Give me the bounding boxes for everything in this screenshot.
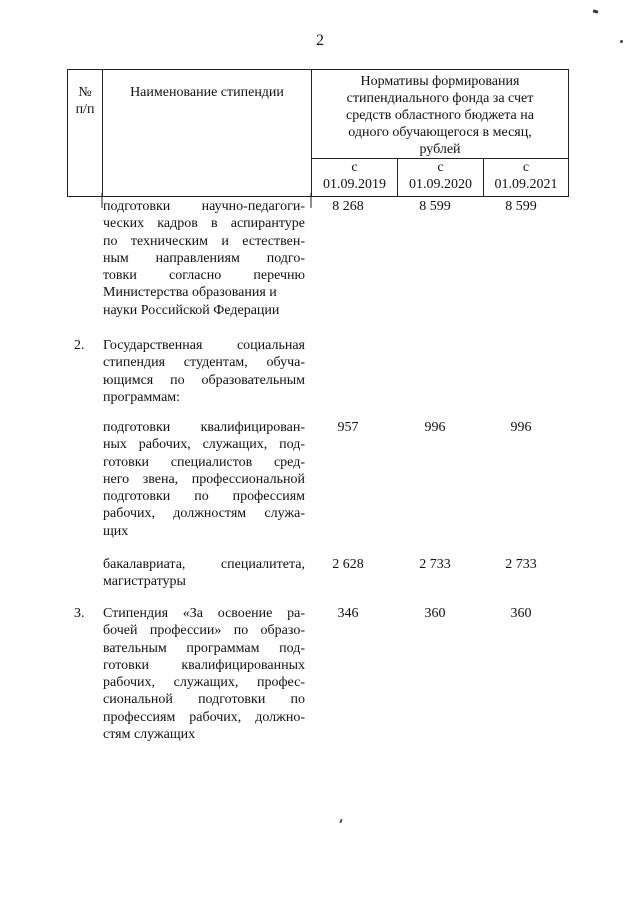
row-value: 8 268 [332, 199, 364, 214]
row-value: 2 628 [332, 557, 364, 572]
row-name-line: бочей профессии» по образо- [103, 623, 305, 639]
header-date: 01.09.2019 [323, 177, 386, 192]
row-name-line: готовки квалифицированных [103, 657, 305, 673]
scan-mark-top [593, 9, 599, 13]
row-value: 996 [424, 420, 446, 435]
row-name-line: подготовки по профессиям [103, 489, 305, 505]
header-num-line: п/п [75, 102, 95, 117]
row-name [103, 556, 305, 591]
row-name-line: магистратуры [103, 574, 186, 590]
header-date-cell [484, 159, 569, 197]
header-norm-line: одного обучающегося в месяц, [348, 125, 532, 140]
row-value: 346 [337, 606, 359, 621]
row-value: 2 733 [419, 557, 451, 572]
row-value: 957 [337, 420, 359, 435]
row-name-line: по техническим и естествен- [103, 233, 305, 249]
row-name [103, 337, 305, 406]
row-name-line: подготовки научно-педагоги- [103, 199, 305, 214]
scan-speck-bottom [339, 819, 342, 823]
row-name-line: Государственная социальная [103, 338, 305, 353]
header-norm-cell [312, 70, 569, 159]
header-name-cell [103, 70, 312, 197]
row-value: 360 [510, 606, 532, 621]
row-number: 2. [74, 338, 85, 353]
row-name-line: стям служащих [103, 727, 196, 743]
row-name-line: рабочих, должностям служа- [103, 506, 305, 522]
row-name [103, 198, 305, 319]
row-value: 8 599 [419, 199, 451, 214]
header-date-prefix: с [437, 160, 444, 175]
row-name-line: сиональной подготовки по [103, 692, 305, 708]
header-num-cell [68, 70, 103, 197]
row-number: 3. [74, 606, 85, 621]
table-header [67, 69, 569, 197]
header-norm-line: стипендиального фонда за счет [346, 91, 534, 106]
row-name-line: Министерства образования и [103, 285, 277, 301]
header-num-line: № [78, 85, 92, 100]
row-name-line: готовки специалистов сред- [103, 454, 305, 470]
row-name-line: товки согласно перечню [103, 268, 305, 284]
page-number: 2 [316, 32, 324, 49]
header-name-label: Наименование стипендии [130, 85, 284, 100]
header-norm-line: Нормативы формирования [360, 74, 520, 89]
row-value: 2 733 [505, 557, 537, 572]
header-norm-line: рублей [419, 142, 461, 157]
row-name-line: него звена, профессиональной [103, 471, 305, 487]
row-name-line: вательным программам под- [103, 640, 305, 656]
row-name-line: щих [103, 523, 129, 539]
row-name-line: ных рабочих, служащих, под- [103, 437, 305, 453]
row-name [103, 419, 305, 540]
row-name-line: Стипендия «За освоение ра- [103, 606, 305, 621]
row-name-line: стипендия студентам, обуча- [103, 355, 305, 371]
header-date-prefix: с [351, 160, 358, 175]
header-date-prefix: с [522, 160, 530, 175]
row-name-line: бакалавриата, специалитета, [103, 557, 305, 572]
header-date: 01.09.2021 [494, 177, 558, 192]
header-date-cell [398, 159, 484, 197]
header-norm-line: средств областного бюджета на [346, 108, 534, 123]
row-name [103, 605, 305, 743]
row-value: 360 [424, 606, 446, 621]
row-name-line: рабочих, служащих, профес- [103, 675, 305, 691]
row-name-line: науки Российской Федерации [103, 302, 280, 318]
row-name-line: подготовки квалифицирован- [103, 420, 305, 435]
row-value: 8 599 [505, 199, 537, 214]
row-name-line: ющимся по образовательным [103, 372, 305, 388]
header-date: 01.09.2020 [409, 177, 472, 192]
row-value: 996 [510, 420, 532, 435]
row-name-line: ческих кадров в аспирантуре [103, 216, 305, 232]
header-date-cell [312, 159, 398, 197]
row-name-line: профессиям рабочих, должно- [103, 709, 305, 725]
row-name-line: программам: [103, 389, 181, 405]
row-name-line: ным направлениям подго- [103, 250, 305, 266]
